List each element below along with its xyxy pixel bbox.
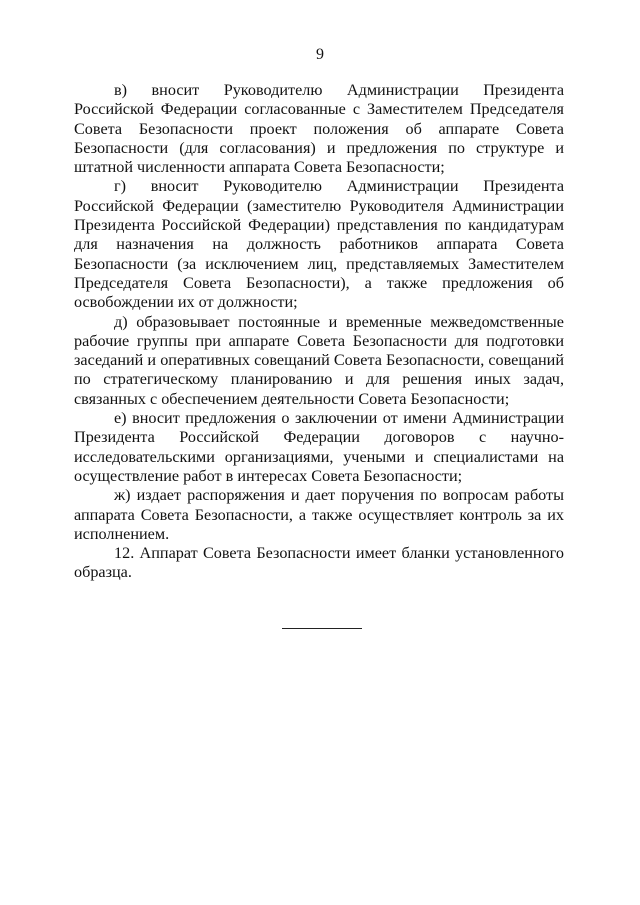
paragraph-g: [74, 177, 564, 312]
paragraph-zh: [74, 486, 564, 544]
paragraph-d: [74, 313, 564, 409]
paragraph-label: г): [114, 177, 127, 196]
paragraph-v: [74, 81, 564, 177]
paragraph-e: [74, 409, 564, 486]
paragraph-text: издает распоряжения и дает поручения по вопросам работы аппарата Совета Безопасности, а также осуществляет контроль за их исполнением.: [74, 486, 565, 543]
paragraph-text: вносит Руководителю Администрации Президента Российской Федерации согласованные с Заместителем Председателя Совета Безопасности проект положения об аппарате Совета Безопасности (для согласования) и предложения по структуре и штатной численности аппарата Совета Безопасности;: [74, 81, 565, 177]
paragraph-text: Аппарат Совета Безопасности имеет бланки установленного образца.: [74, 544, 565, 582]
paragraph-text: образовывает постоянные и временные межведомственные рабочие группы при аппарате Совета Безопасности для подготовки заседаний и оперативных совещаний Совета Безопасности, совещаний по стратегическому планированию и для решения иных задач, связанных с обеспечением деятельности Совета Безопасности;: [74, 312, 564, 408]
paragraph-label: 12.: [114, 544, 135, 563]
document-body: [74, 81, 564, 583]
paragraph-label: в): [114, 81, 128, 99]
page-number: 9: [316, 46, 324, 63]
paragraph-label: е): [114, 409, 127, 428]
paragraph-text: вносит Руководителю Администрации Президента Российской Федерации (заместителю Руководителя Администрации Президента Российской Федерации) представления по кандидатурам для назначения на должность работников аппарата Совета Безопасности (за исключением лиц, представляемых Заместителем Председателя Совета Безопасности), а также предложения об освобождении их от должности;: [74, 177, 564, 312]
end-of-document-line: [282, 628, 362, 629]
paragraph-12: [74, 544, 564, 583]
paragraph-label: ж): [114, 486, 131, 505]
paragraph-text: вносит предложения о заключении от имени Администрации Президента Российской Федерации договоров с научно-исследовательскими организациями, учеными и специалистами на осуществление работ в интересах Совета Безопасности;: [74, 409, 564, 485]
paragraph-label: д): [114, 312, 128, 331]
